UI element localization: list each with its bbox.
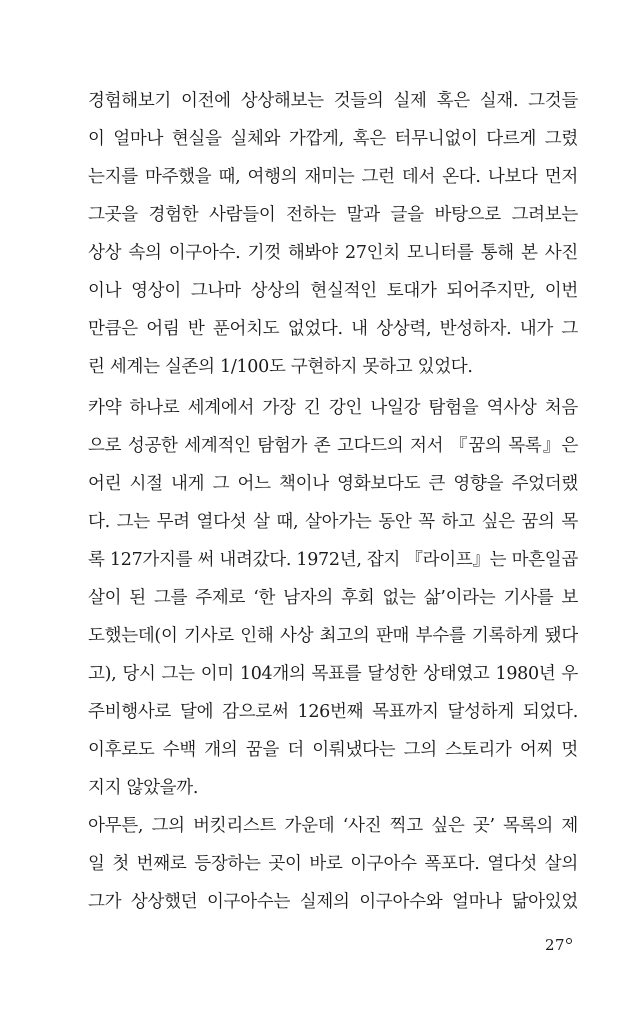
text-line: 지지 않았을까.	[88, 778, 199, 798]
text-line: 이후로도 수백 개의 꿈을 더 이뤄냈다는 그의 스토리가 어찌 멋	[88, 740, 578, 760]
text-line: 록 127가지를 써 내려갔다. 1972년, 잡지 『라이프』는 마흔일곱	[88, 550, 578, 570]
text-line: 그가 상상했던 이구아수는 실제의 이구아수와 얼마나 닮아있었	[88, 892, 578, 912]
text-line: 일 첫 번째로 등장하는 곳이 바로 이구아수 폭포다. 열다섯 살의	[88, 854, 578, 874]
paragraph-2	[88, 389, 578, 921]
text-line: 상상 속의 이구아수. 기껏 해봐야 27인치 모니터를 통해 본 사진	[88, 243, 578, 263]
text-line: 만큼은 어림 반 푼어치도 없었다. 내 상상력, 반성하자. 내가 그	[88, 319, 578, 339]
text-line: 경험해보기 이전에 상상해보는 것들의 실제 혹은 실재. 그것들	[88, 91, 578, 111]
text-line: 이 얼마나 현실을 실체와 가깝게, 혹은 터무니없이 다르게 그렸	[88, 129, 578, 149]
text-line: 이나 영상이 그나마 상상의 현실적인 토대가 되어주지만, 이번	[88, 281, 578, 301]
text-line: 고), 당시 그는 이미 104개의 목표를 달성한 상태였고 1980년 우	[88, 664, 578, 684]
text-line: 도했는데(이 기사로 인해 사상 최고의 판매 부수를 기록하게 됐다	[88, 626, 578, 646]
page-number	[545, 936, 572, 954]
text-line: 으로 성공한 세계적인 탐험가 존 고다드의 저서 『꿈의 목록』은	[88, 436, 578, 456]
text-line: 는지를 마주했을 때, 여행의 재미는 그런 데서 온다. 나보다 먼저	[88, 167, 578, 187]
text-line: 카약 하나로 세계에서 가장 긴 강인 나일강 탐험을 역사상 처음	[88, 398, 578, 418]
text-line: 린 세계는 실존의 1/100도 구현하지 못하고 있었다.	[88, 357, 473, 377]
page-number-text: 27	[545, 936, 566, 954]
paragraph-1	[88, 82, 578, 386]
page-number-ornament-icon	[566, 938, 572, 944]
text-line: 주비행사로 달에 감으로써 126번째 목표까지 달성하게 되었다.	[88, 702, 578, 722]
text-line: 다. 그는 무려 열다섯 살 때, 살아가는 동안 꼭 하고 싶은 꿈의 목	[88, 512, 578, 532]
text-line: 아무튼, 그의 버킷리스트 가운데 ‘사진 찍고 싶은 곳’ 목록의 제	[88, 816, 578, 836]
text-line: 살이 된 그를 주제로 ‘한 남자의 후회 없는 삶’이라는 기사를 보	[88, 588, 578, 608]
text-line: 어린 시절 내게 그 어느 책이나 영화보다도 큰 영향을 주었더랬	[88, 474, 578, 494]
text-line: 그곳을 경험한 사람들이 전하는 말과 글을 바탕으로 그려보는	[88, 205, 578, 225]
